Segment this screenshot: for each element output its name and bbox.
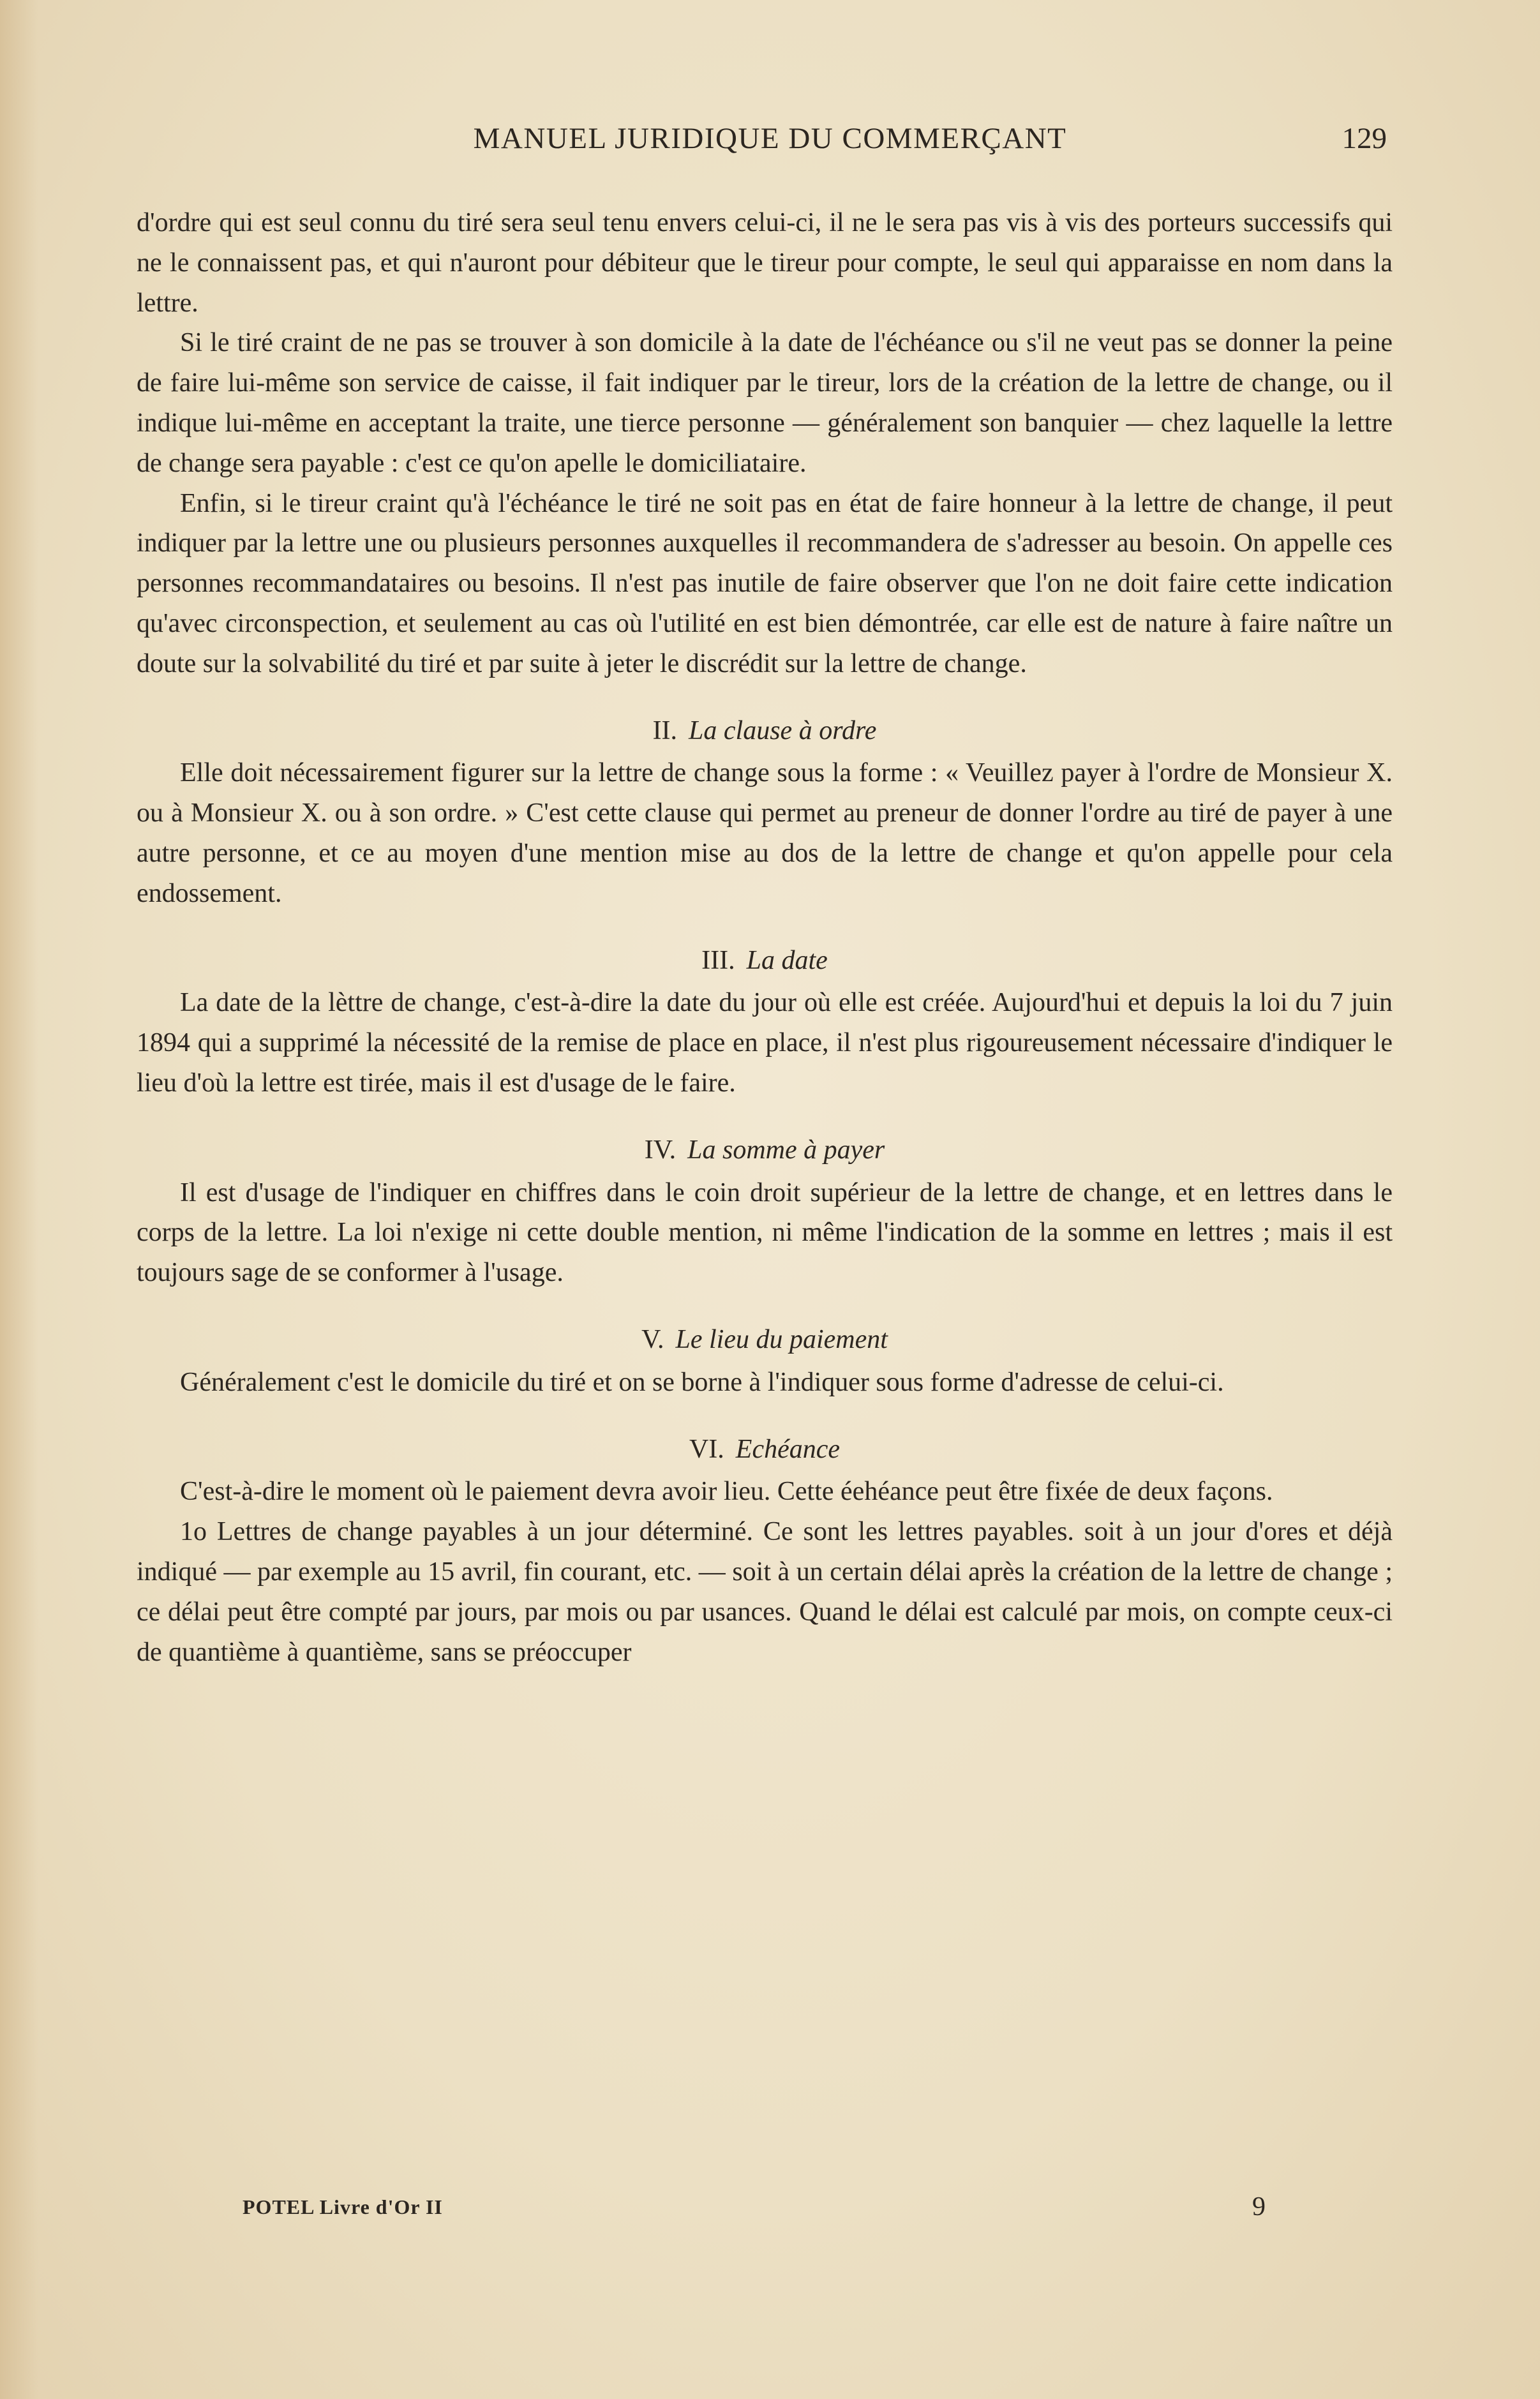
section-heading xyxy=(137,1430,1393,1470)
page-header xyxy=(134,121,1406,166)
section-title: La clause à ordre xyxy=(689,715,877,745)
page-edge-shadow xyxy=(0,0,38,2399)
paragraph: Généralement c'est le domicile du tiré et on se borne à l'indiquer sous forme d'adresse de celui-ci. xyxy=(180,1367,1224,1397)
paragraph: 1o Lettres de change payables à un jour déterminé. Ce sont les lettres payables. soit à un jour d'ores et déjà indiqué — par exemple au 15 avril, fin courant, etc. — soit à un certain délai après la création de la lettre de change ; ce délai peut être compté par jours, par mois ou par usances. Quand le délai est calculé par mois, on compte ceux-ci de quantième à quantième, sans se préoccuper xyxy=(137,1517,1393,1667)
section-number: II. xyxy=(652,715,678,745)
section-heading xyxy=(137,711,1393,751)
section-title: La date xyxy=(746,945,828,975)
section-heading xyxy=(137,1320,1393,1360)
sheet-number: 9 xyxy=(1252,2192,1266,2222)
paragraph: La date de la lèttre de change, c'est-à-dire la date du jour où elle est créée. Aujourd'hui et depuis la loi du 7 juin 1894 qui a supprimé la nécessité de la remise de place en place, il n'est plus rigoureusement nécessaire d'indiquer le lieu d'où la lettre est tirée, mais il est d'usage de le faire. xyxy=(137,988,1393,1098)
section-title: La somme à payer xyxy=(687,1135,885,1165)
section-heading xyxy=(137,1130,1393,1170)
paragraph: Si le tiré craint de ne pas se trouver à son domicile à la date de l'échéance ou s'il ne veut pas se donner la peine de faire lui-même son service de caisse, il fait indiquer par le tireur, lors de la création de la lettre de change, ou il indique lui-même en acceptant la traite, une tierce personne — généralement son banquier — chez laquelle la lettre de change sera payable : c'est ce qu'on apelle le domiciliataire. xyxy=(137,328,1393,478)
running-title: MANUEL JURIDIQUE DU COMMERÇANT xyxy=(473,122,1067,155)
section-number: IV. xyxy=(644,1135,677,1165)
section-number: V. xyxy=(641,1324,664,1354)
page-number: 129 xyxy=(1342,122,1387,155)
section-title: Le lieu du paiement xyxy=(675,1324,888,1354)
section-number: III. xyxy=(701,945,735,975)
paragraph: C'est-à-dire le moment où le paiement devra avoir lieu. Cette éehéance peut être fixée de deux façons. xyxy=(180,1477,1273,1507)
paragraph: Enfin, si le tireur craint qu'à l'échéance le tiré ne soit pas en état de faire honneur à la lettre de change, il peut indiquer par la lettre une ou plusieurs personnes auxquelles il recommandera de s'adresser au besoin. On appelle ces personnes recommandataires ou besoins. Il n'est pas inutile de faire observer que l'on ne doit faire cette indication qu'avec circonspection, et seulement au cas où l'utilité en est bien démontrée, car elle est de nature à faire naître un doute sur la solvabilité du tiré et par suite à jeter le discrédit sur la lettre de change. xyxy=(137,488,1393,678)
page-body xyxy=(137,203,1393,1672)
paragraph: Il est d'usage de l'indiquer en chiffres dans le coin droit supérieur de la lettre de change, et en lettres dans le corps de la lettre. La loi n'exige ni cette double mention, ni même l'indication de la somme en lettres ; mais il est toujours sage de se conformer à l'usage. xyxy=(137,1177,1393,1288)
paragraph: Elle doit nécessairement figurer sur la lettre de change sous la forme : « Veuillez payer à l'ordre de Monsieur X. ou à Monsieur X. ou à son ordre. » C'est cette clause qui permet au preneur de donner l'ordre au tiré de payer à une autre personne, et ce au moyen d'une mention mise au dos de la lettre de change et qu'on appelle pour cela endossement. xyxy=(137,758,1393,908)
section-number: VI. xyxy=(689,1434,724,1464)
printer-signature: POTEL Livre d'Or II xyxy=(243,2195,443,2218)
paragraph: d'ordre qui est seul connu du tiré sera seul tenu envers celui-ci, il ne le sera pas vis à vis des porteurs successifs qui ne le connaissent pas, et qui n'auront pour débiteur que le tireur pour compte, le seul qui apparaisse en nom dans la lettre. xyxy=(137,208,1393,318)
section-heading xyxy=(137,941,1393,981)
page-footer xyxy=(243,2192,1285,2234)
section-title: Echéance xyxy=(735,1434,841,1464)
